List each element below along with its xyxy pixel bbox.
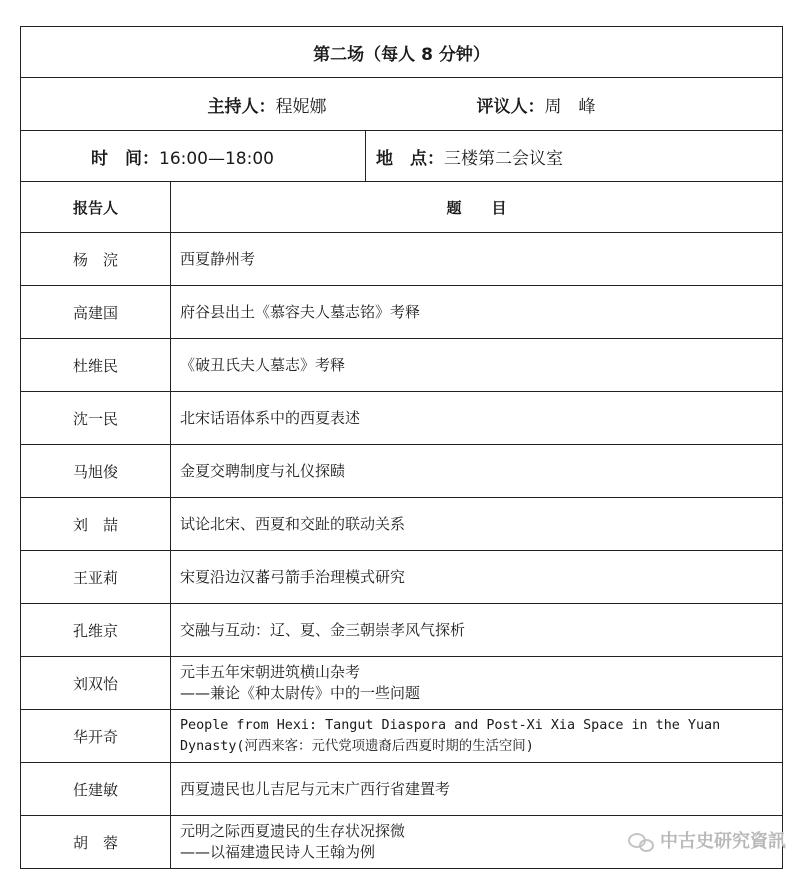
topic-title: 宋夏沿边汉蕃弓箭手治理模式研究 xyxy=(180,567,406,586)
table-row xyxy=(21,339,783,392)
reporter-name: 高建国 xyxy=(21,286,171,339)
table-row xyxy=(21,445,783,498)
topic-subtitle: ——兼论《种太尉传》中的一些问题 xyxy=(180,684,421,702)
topic-title: 北宋话语体系中的西夏表述 xyxy=(180,408,361,427)
topic-title: 元明之际西夏遗民的生存状况探微 xyxy=(180,822,406,840)
topic-title: 《破丑氏夫人墓志》考释 xyxy=(180,355,346,374)
table-row xyxy=(21,551,783,604)
table-row xyxy=(21,710,783,763)
time-value: 16:00—18:00 xyxy=(159,148,274,169)
report-topic xyxy=(171,286,783,339)
table-row xyxy=(21,233,783,286)
table-row xyxy=(21,604,783,657)
host-label: 主持人： xyxy=(207,96,276,117)
report-topic xyxy=(171,657,783,710)
report-topic xyxy=(171,604,783,657)
report-topic xyxy=(171,710,783,763)
watermark xyxy=(628,827,786,853)
host-reviewer-row xyxy=(21,78,783,131)
column-header-topic: 题 目 xyxy=(171,182,783,233)
report-topic xyxy=(171,763,783,816)
topic-title: 元丰五年宋朝进筑横山杂考 xyxy=(180,663,361,681)
reporter-name: 刘 喆 xyxy=(21,498,171,551)
report-topic xyxy=(171,551,783,604)
topic-title: 西夏遗民也儿吉尼与元末广西行省建置考 xyxy=(180,779,451,798)
location-cell xyxy=(366,131,783,182)
report-topic xyxy=(171,233,783,286)
time-label: 时 间： xyxy=(91,148,159,169)
topic-title: 西夏静州考 xyxy=(180,249,256,268)
topic-title: 试论北宋、西夏和交趾的联动关系 xyxy=(180,514,406,533)
reporter-name: 杜维民 xyxy=(21,339,171,392)
topic-title: 交融与互动：辽、夏、金三朝崇孝风气探析 xyxy=(180,620,466,639)
wechat-icon xyxy=(628,830,654,850)
reporter-name: 刘双怡 xyxy=(21,657,171,710)
table-row xyxy=(21,763,783,816)
reviewer xyxy=(477,92,596,117)
reporter-name: 胡 蓉 xyxy=(21,816,171,869)
topic-title: People from Hexi: Tangut Diaspora and Post-Xi Xia Space in the Yuan xyxy=(180,718,721,733)
topic-title: 金夏交聘制度与礼仪探赜 xyxy=(180,461,346,480)
report-topic xyxy=(171,445,783,498)
schedule-table xyxy=(20,26,783,869)
host xyxy=(208,92,327,117)
reporter-name: 王亚莉 xyxy=(21,551,171,604)
table-row xyxy=(21,657,783,710)
report-topic xyxy=(171,392,783,445)
session-title: 第二场（每人 8 分钟） xyxy=(21,27,783,78)
topic-subtitle: ——以福建遗民诗人王翰为例 xyxy=(180,843,376,861)
topic-subtitle: Dynasty(河西来客：元代党项遗裔后西夏时期的生活空间) xyxy=(180,739,534,754)
reporter-name: 孔维京 xyxy=(21,604,171,657)
reporter-name: 马旭俊 xyxy=(21,445,171,498)
reviewer-label: 评议人： xyxy=(476,96,545,117)
session-schedule xyxy=(20,26,782,869)
reviewer-name: 周 峰 xyxy=(544,96,596,117)
host-name: 程妮娜 xyxy=(275,96,327,117)
location-label: 地 点： xyxy=(376,148,444,169)
table-row xyxy=(21,498,783,551)
topic-title: 府谷县出土《慕容夫人墓志铭》考释 xyxy=(180,302,421,321)
report-topic xyxy=(171,339,783,392)
reporter-name: 沈一民 xyxy=(21,392,171,445)
reporter-name: 华开奇 xyxy=(21,710,171,763)
column-header-reporter: 报告人 xyxy=(21,182,171,233)
report-topic xyxy=(171,498,783,551)
watermark-text: 中古史研究資訊 xyxy=(660,831,786,852)
reporter-name: 任建敏 xyxy=(21,763,171,816)
location-value: 三楼第二会议室 xyxy=(444,148,563,169)
table-row xyxy=(21,392,783,445)
table-row xyxy=(21,286,783,339)
time-cell xyxy=(21,131,366,182)
reporter-name: 杨 浣 xyxy=(21,233,171,286)
